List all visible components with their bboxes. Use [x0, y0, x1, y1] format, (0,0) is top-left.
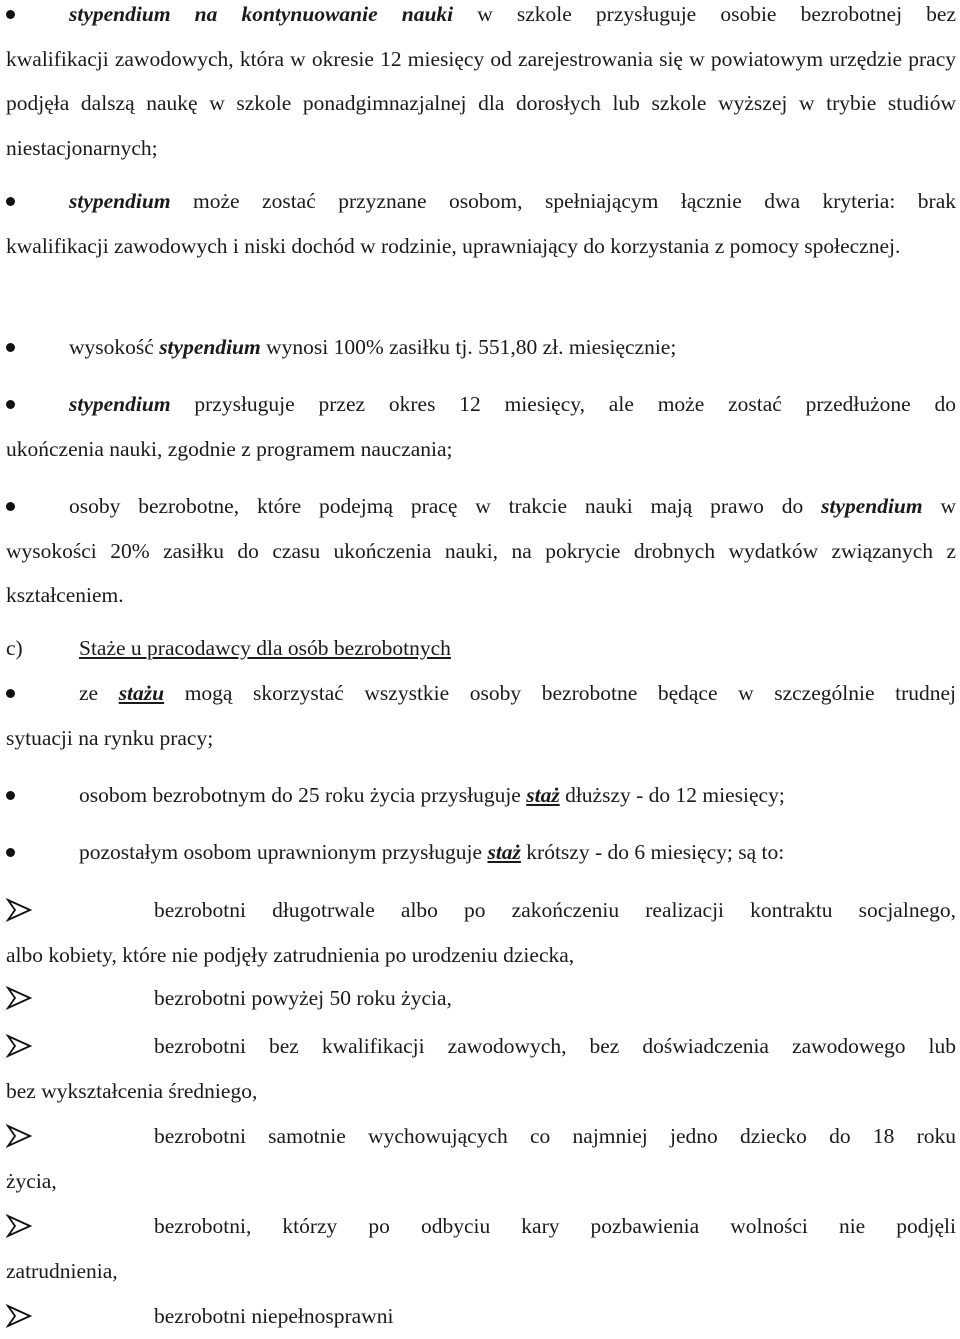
- item-continuation-text: wysokości 20% zasiłku do czasu ukończenia nauki, na pokrycie drobnych wydatków związanych z kształceniem.: [6, 538, 956, 607]
- emphasized-term: stypendium: [69, 189, 171, 213]
- item-continuation-text: albo kobiety, które nie podjęły zatrudnienia po urodzeniu dziecka,: [6, 942, 575, 967]
- text-segment: mogą skorzystać wszystkie osoby bezrobotne będące w szczególnie trudnej: [164, 681, 956, 705]
- item-first-line: [6, 830, 956, 875]
- item-continuation-text: kwalifikacji zawodowych i niski dochód w rodzinie, uprawniający do korzystania z pomocy społecznej.: [6, 233, 901, 258]
- text-segment: dłuższy - do 12 miesięcy;: [559, 783, 785, 807]
- text-segment: może zostać przyznane osobom, spełniającym łącznie dwa kryteria: brak: [170, 189, 956, 213]
- arrow-list-item: [6, 888, 956, 977]
- item-first-line: [6, 1114, 956, 1159]
- item-first-line: [6, 1204, 956, 1249]
- emphasized-term: stypendium: [821, 494, 923, 518]
- emphasized-term: stypendium na kontynuowanie nauki: [69, 2, 454, 26]
- text-segment: bezrobotni, którzy po odbyciu kary pozbawienia wolności nie podjęli: [154, 1214, 956, 1238]
- bullet-list-item: [6, 671, 956, 760]
- section-heading: [6, 626, 956, 671]
- item-continuation-text: zatrudnienia,: [6, 1258, 118, 1283]
- text-segment: osoby bezrobotne, które podejmą pracę w trakcie nauki mają prawo do: [69, 494, 822, 518]
- item-first-line: [6, 1294, 956, 1339]
- arrow-list-item: [6, 976, 956, 1021]
- bullet-list-item: [6, 0, 956, 170]
- item-continuation-text: kwalifikacji zawodowych, która w okresie 12 miesięcy od zarejestrowania się w powiatowym urzędzie pracy podjęła dalszą naukę w szkole ponadgimnazjalnej dla dorosłych lub szkole wyższej w trybie studiów niestacjonarnych;: [6, 46, 956, 160]
- item-first-line: [6, 484, 956, 529]
- emphasized-term: stypendium: [159, 335, 261, 359]
- emphasized-term: stażu: [118, 681, 165, 705]
- item-continuation-text: sytuacji na rynku pracy;: [6, 725, 214, 750]
- section-heading-line: [6, 626, 956, 671]
- section-title: Staże u pracodawcy dla osób bezrobotnych: [79, 636, 451, 660]
- bullet-list-item: [6, 830, 956, 875]
- text-segment: bezrobotni bez kwalifikacji zawodowych, bez doświadczenia zawodowego lub: [154, 1034, 956, 1058]
- item-first-line: [6, 888, 956, 933]
- text-segment: bezrobotni samotnie wychowujących co najmniej jedno dziecko do 18 roku: [154, 1124, 956, 1148]
- text-segment: bezrobotni powyżej 50 roku życia,: [154, 986, 452, 1010]
- item-continuation-text: bez wykształcenia średniego,: [6, 1078, 258, 1103]
- item-continuation-text: ukończenia nauki, zgodnie z programem nauczania;: [6, 436, 453, 461]
- text-segment: osobom bezrobotnym do 25 roku życia przysługuje: [79, 783, 527, 807]
- item-continuation-text: życia,: [6, 1168, 57, 1193]
- text-segment: wynosi 100% zasiłku tj. 551,80 zł. miesięcznie;: [260, 335, 677, 359]
- text-segment: w: [922, 494, 956, 518]
- text-segment: ze: [79, 681, 119, 705]
- arrow-list-item: [6, 1204, 956, 1293]
- arrow-list-item: [6, 1024, 956, 1113]
- text-segment: wysokość: [69, 335, 160, 359]
- bullet-list-item: [6, 773, 956, 818]
- bullet-list-item: [6, 484, 956, 618]
- item-first-line: [6, 671, 956, 716]
- emphasized-term: staż: [526, 783, 560, 807]
- bullet-list-item: [6, 179, 956, 268]
- arrow-list-item: [6, 1114, 956, 1203]
- bullet-list-item: [6, 325, 956, 370]
- item-first-line: [6, 773, 956, 818]
- text-segment: bezrobotni niepełnosprawni: [154, 1304, 394, 1328]
- item-first-line: [6, 325, 956, 370]
- bullet-list-item: [6, 382, 956, 471]
- item-first-line: [6, 1024, 956, 1069]
- emphasized-term: staż: [487, 840, 521, 864]
- text-segment: przysługuje przez okres 12 miesięcy, ale może zostać przedłużone do: [170, 392, 956, 416]
- arrow-list-item: [6, 1294, 956, 1339]
- text-segment: w szkole przysługuje osobie bezrobotnej bez: [453, 2, 956, 26]
- text-segment: krótszy - do 6 miesięcy; są to:: [520, 840, 785, 864]
- item-first-line: [6, 382, 956, 427]
- section-marker: c): [6, 636, 23, 660]
- item-first-line: [6, 976, 956, 1021]
- text-segment: bezrobotni długotrwale albo po zakończeniu realizacji kontraktu socjalnego,: [154, 898, 956, 922]
- text-segment: pozostałym osobom uprawnionym przysługuje: [79, 840, 488, 864]
- emphasized-term: stypendium: [69, 392, 171, 416]
- item-first-line: [6, 179, 956, 224]
- item-first-line: [6, 0, 956, 37]
